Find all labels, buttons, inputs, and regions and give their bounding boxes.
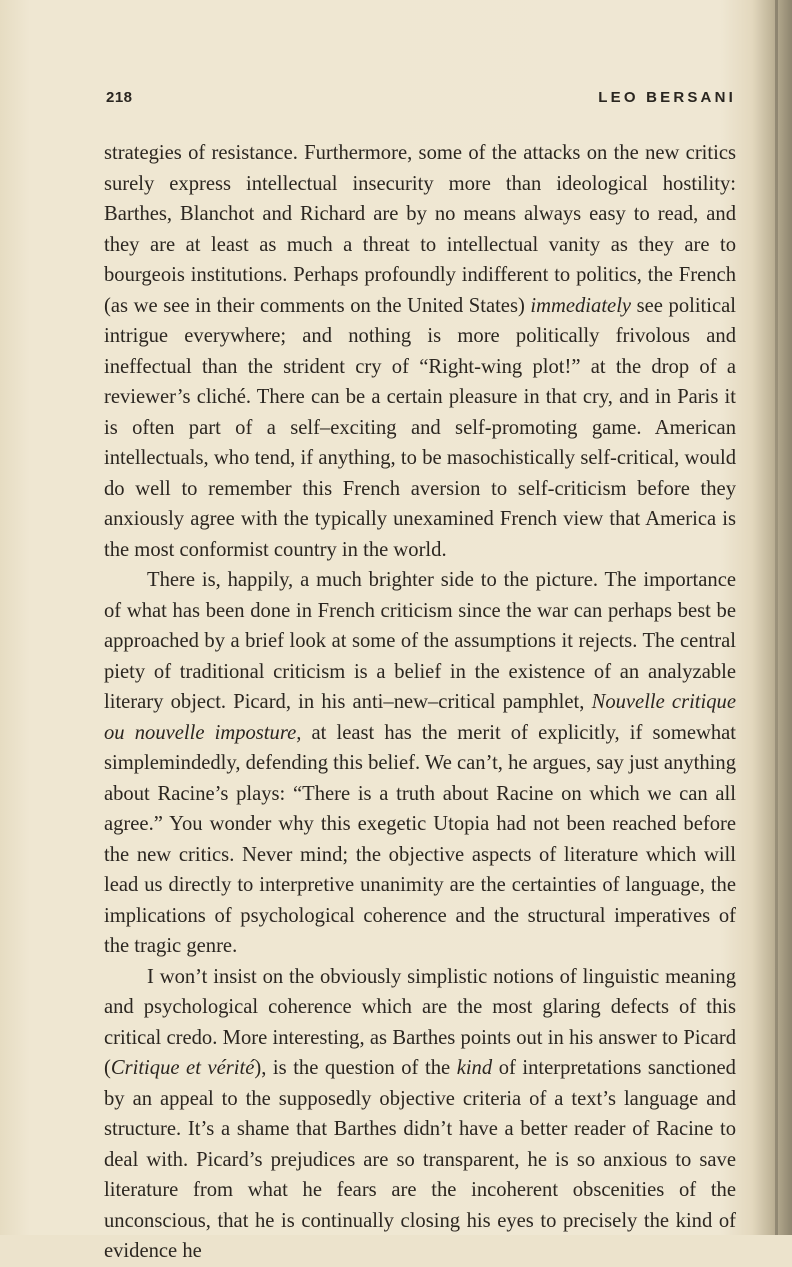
running-head: LEO BERSANI — [598, 89, 736, 106]
page-edge-shadow — [775, 0, 778, 1235]
italic-segment: kind — [456, 1057, 493, 1079]
italic-segment: Nouvelle critique ou nouvelle imposture, — [104, 691, 736, 744]
text-segment: I won’t insist on the obviously simplistic notions of linguistic meaning and psychological coherence which are the most glaring defects of this critical credo. More interesting, as Barthes points out in his answer to Picard ( — [104, 965, 736, 1079]
text-segment: There is, happily, a much brighter side to the picture. The importance of what has been done in French criticism since the war can perhaps best be approached by a brief look at some of the assumptions it rejects. The central piety of traditional criticism is a belief in the existence of an analyzable literary object. Picard, in his anti–new–critical pamphlet, — [104, 569, 736, 713]
paragraph — [104, 565, 736, 962]
paragraph — [104, 138, 736, 565]
page-number: 218 — [106, 89, 133, 106]
italic-segment: Critique et vérité — [110, 1057, 255, 1079]
italic-segment: immediately — [530, 294, 632, 317]
text-segment: see political intrigue everywhere; and nothing is more politically frivolous and ineffectual than the strident cry of “Right-wing plot!” at the drop of a reviewer’s cliché. There can be a certain pleasure in that cry, and in Paris it is often part of a self–exciting and self-promoting game. American intellectuals, who tend, if anything, to be masochistically self-critical, would do well to remember this French aversion to self-criticism before they anxiously agree with the typically unexamined French view that America is the most conformist country in the world. — [104, 294, 737, 561]
text-segment: of interpretations sanctioned by an appeal to the supposedly objective criteria of a text’s language and structure. It’s a shame that Barthes didn’t have a better reader of Racine to deal with. Picard’s prejudices are so transparent, he is so anxious to save literature from what he fears are the incoherent obscenities of the unconscious, that he is continually closing his eyes to precisely the kind of evidence he — [104, 1057, 736, 1262]
body-text — [104, 138, 736, 1267]
text-segment: strategies of resistance. Furthermore, some of the attacks on the new critics surely express intellectual insecurity more than ideological hostility: Barthes, Blanchot and Richard are by no means always easy to read, and they are at least as much a threat to intellectual vanity as they are to bourgeois institutions. Perhaps profoundly indifferent to politics, the French (as we see in their comments on the United States) — [104, 142, 736, 317]
paragraph — [104, 962, 736, 1267]
text-segment: at least has the merit of explicitly, if somewhat simplemindedly, defending this belief. We can’t, he argues, say just anything about Racine’s plays: “There is a truth about Racine on which we can all agree.” You wonder why this exegetic Utopia had not been reached before the new critics. Never mind; the objective aspects of literature which will lead us directly to interpretive unanimity are the certainties of language, the implications of psychological coherence and the structural imperatives of the tragic genre. — [104, 721, 737, 957]
page-header — [106, 89, 736, 113]
text-segment: ), is the question of the — [254, 1057, 457, 1079]
